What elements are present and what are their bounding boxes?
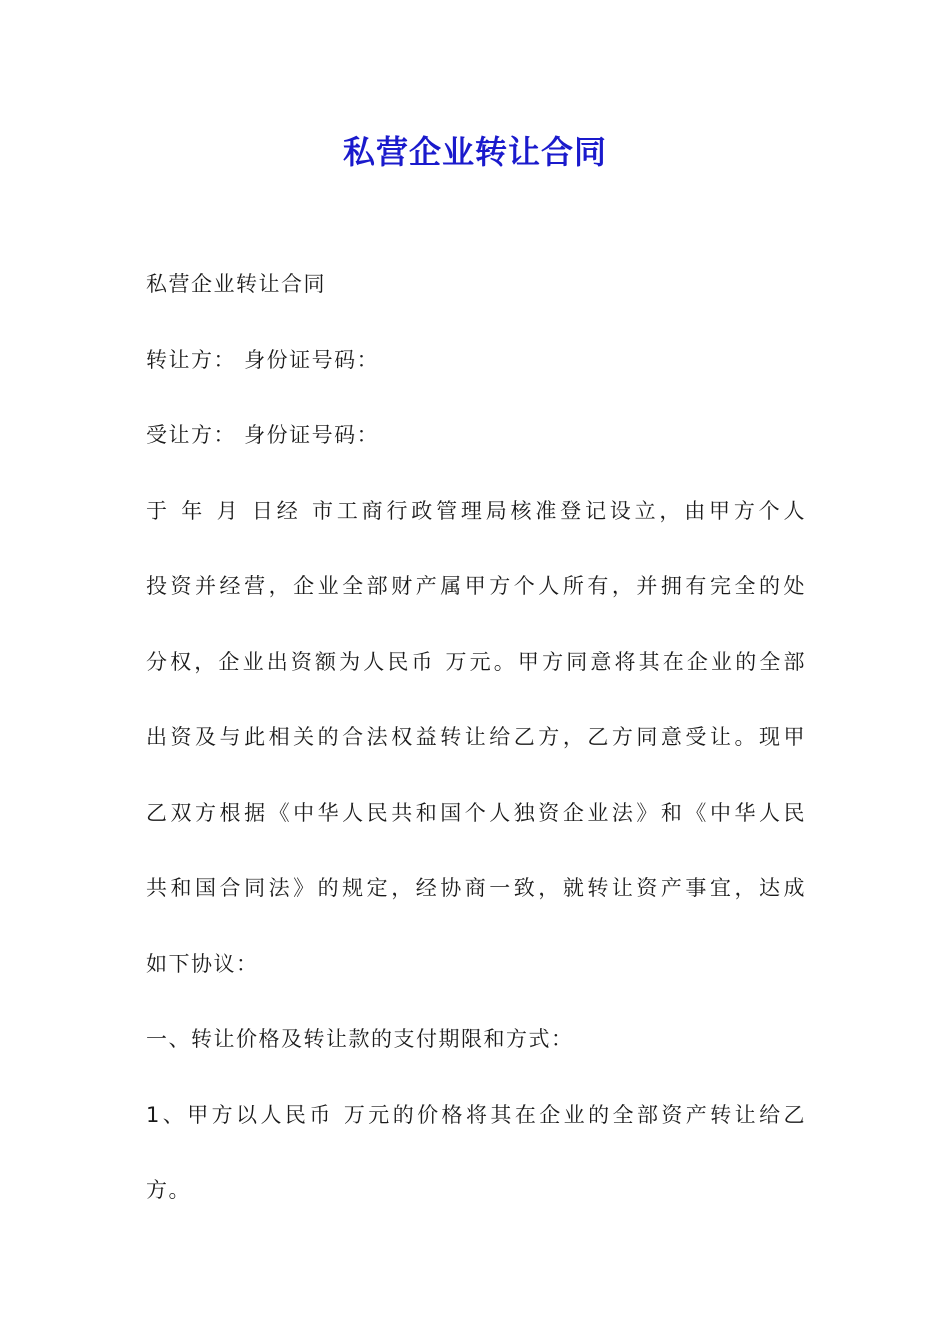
document-title: 私营企业转让合同: [342, 133, 607, 171]
document-body: [146, 247, 806, 1229]
text-line: 分权，企业出资额为人民币 万元。甲方同意将其在企业的全部: [146, 649, 806, 674]
text-line: 投资并经营，企业全部财产属甲方个人所有，并拥有完全的处: [146, 574, 806, 598]
text-line: 乙双方根据《中华人民共和国个人独资企业法》和《中华人民: [146, 800, 806, 825]
text-line: 于 年 月 日经 市工商行政管理局核准登记设立，由甲方个人: [146, 498, 806, 523]
text-line-heading: 私营企业转让合同: [146, 272, 326, 296]
text-line-transferee: 受让方： 身份证号码：: [146, 423, 380, 447]
text-line: 出资及与此相关的合法权益转让给乙方，乙方同意受让。现甲: [146, 725, 806, 749]
text-line: 1、甲方以人民币 万元的价格将其在企业的全部资产转让给乙: [146, 1102, 806, 1127]
text-line-transferor: 转让方： 身份证号码：: [146, 347, 380, 372]
section-heading: 一、转让价格及转让款的支付期限和方式：: [146, 1027, 574, 1051]
text-line: 如下协议：: [146, 951, 259, 976]
text-line: 共和国合同法》的规定，经协商一致，就转让资产事宜，达成: [146, 876, 806, 900]
text-line: 方。: [146, 1178, 191, 1202]
